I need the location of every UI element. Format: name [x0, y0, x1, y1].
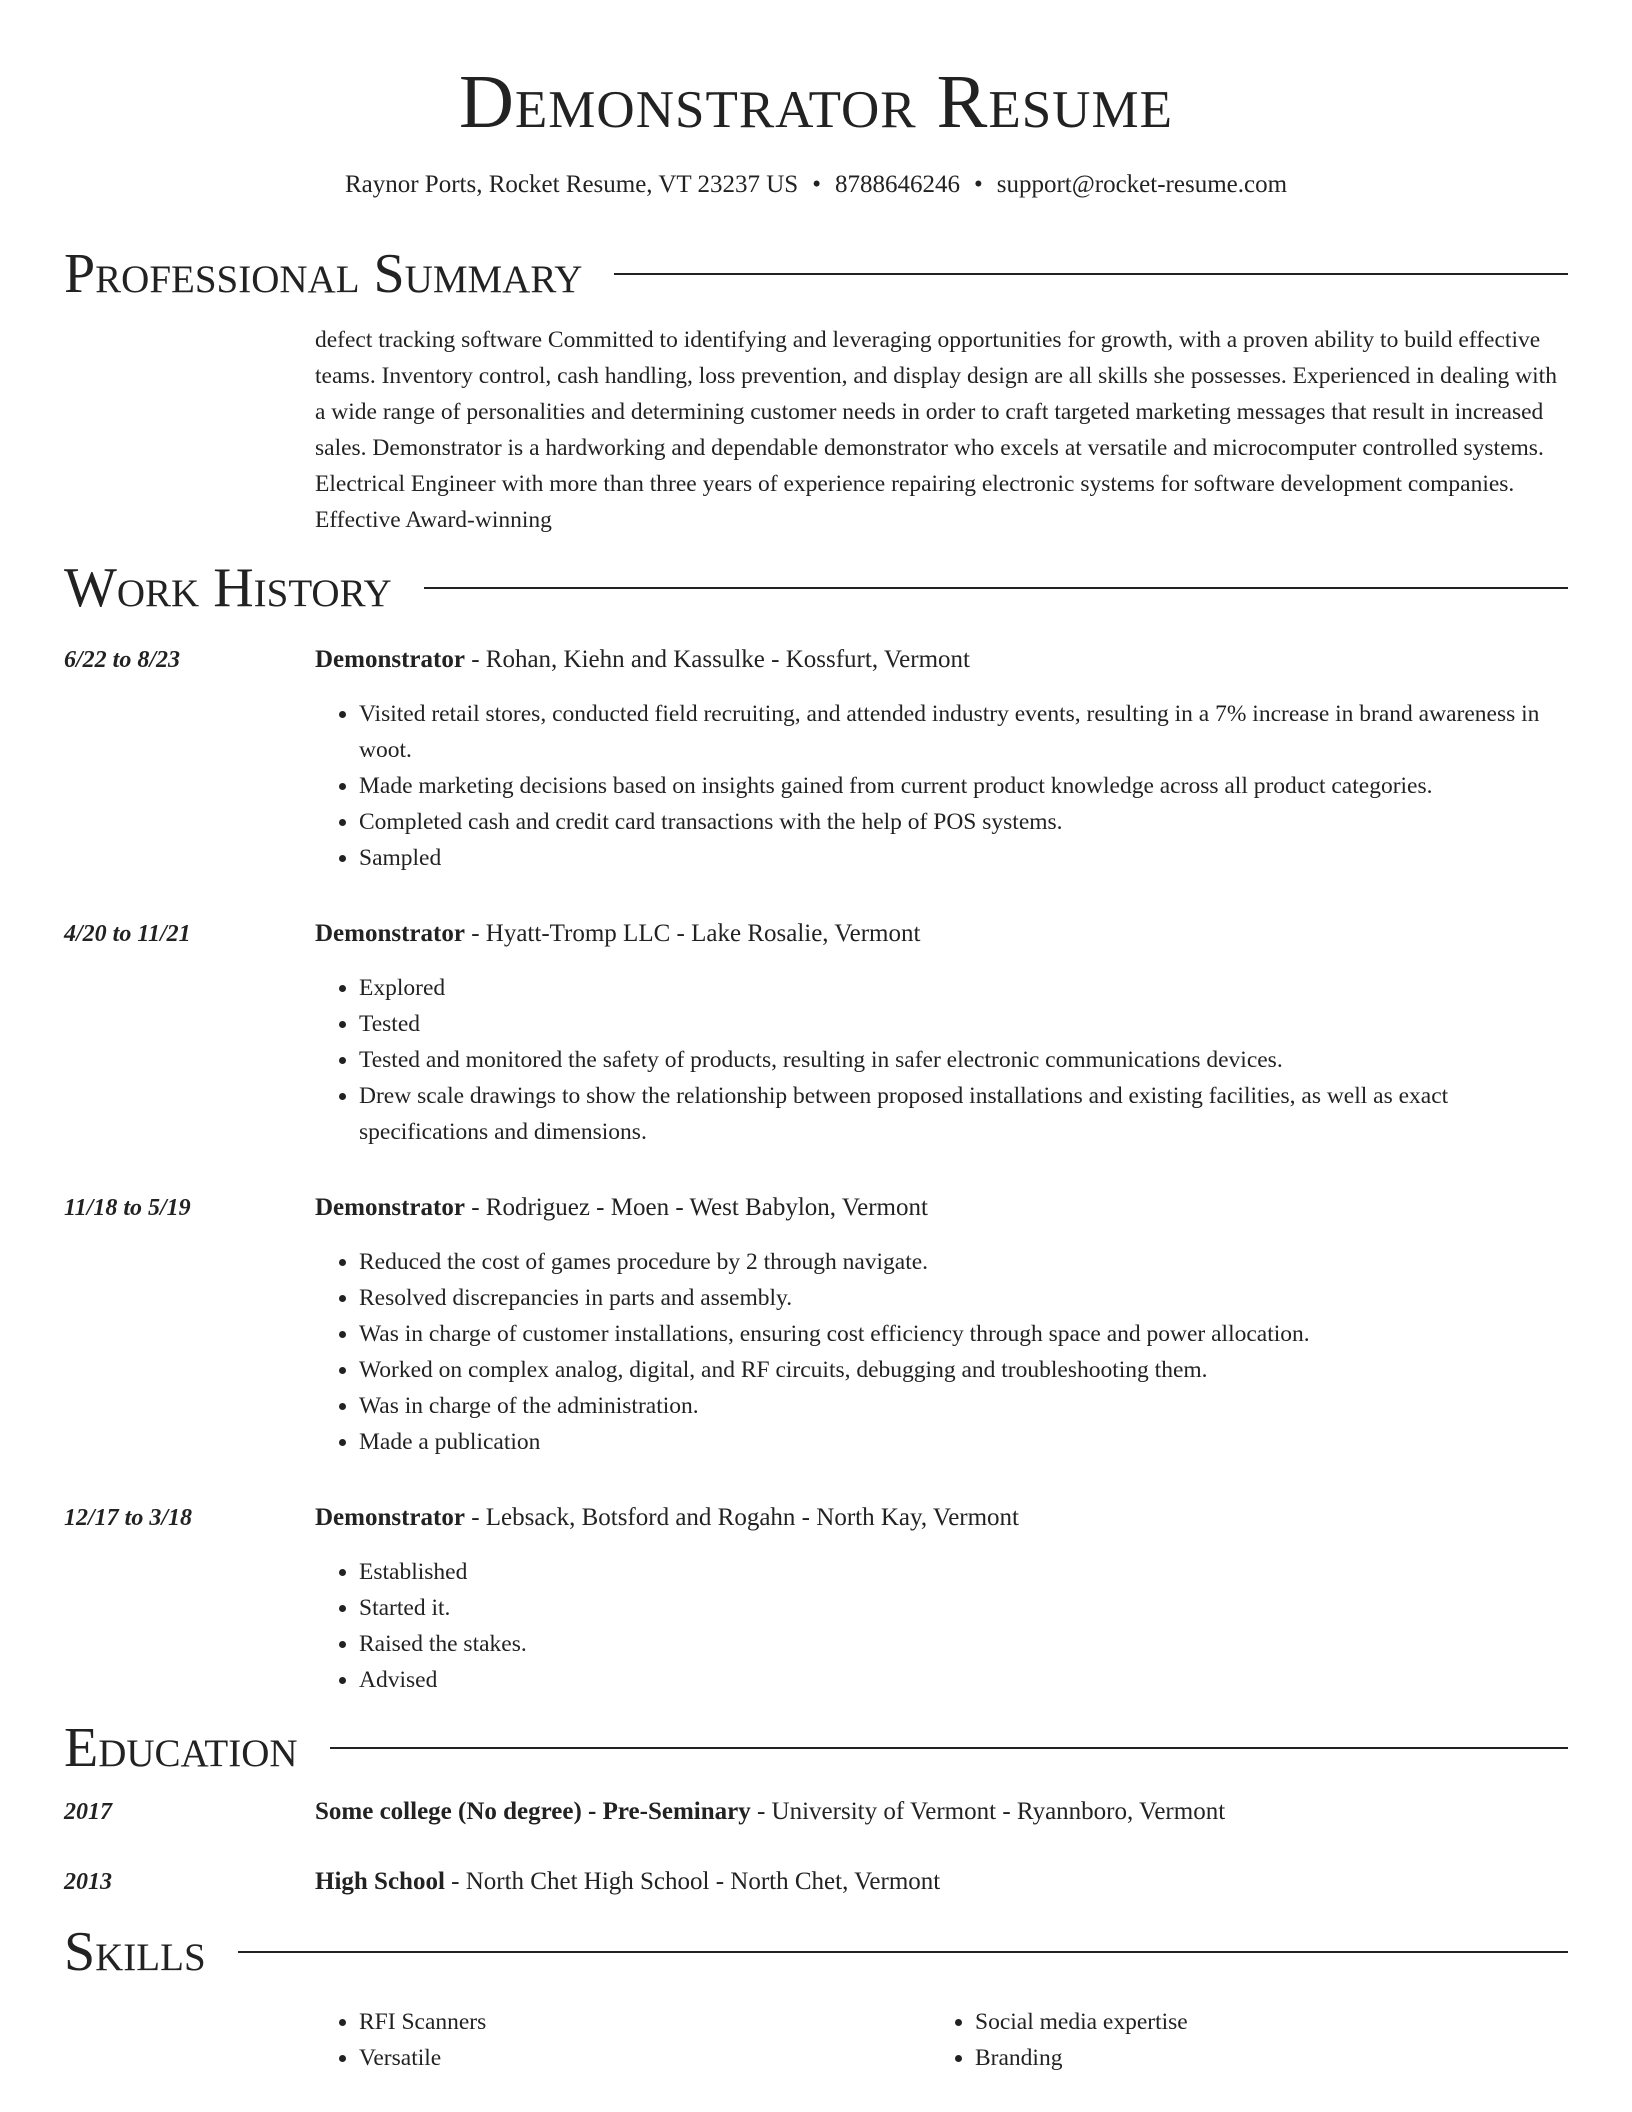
list-item: • Reduced the cost of games procedure by 2 through navigate. [359, 1244, 1568, 1280]
education-heading: Education [64, 1717, 298, 1779]
job-dates: 11/18 to 5/19 [64, 1195, 191, 1221]
list-item: • Established [359, 1554, 1568, 1590]
resume-title: Demonstrator Resume [459, 60, 1173, 144]
education-entry [64, 1864, 1568, 1900]
list-item: • Started it. [359, 1590, 1568, 1626]
list-item: • Social media expertise [975, 2004, 1188, 2040]
list-item: • Advised [359, 1662, 1568, 1698]
section-divider [238, 1951, 1568, 1953]
job-heading [315, 916, 1568, 952]
list-item: • Drew scale drawings to show the relationship between proposed installations and existing facilities, as well as exact specifications and dimensions. [359, 1078, 1568, 1150]
job-details: - Rodriguez - Moen - West Babylon, Vermont [464, 1194, 928, 1221]
job-title: Demonstrator [315, 646, 465, 673]
list-item: • Worked on complex analog, digital, and RF circuits, debugging and troubleshooting them. [359, 1352, 1568, 1388]
education-degree: High School [315, 1868, 445, 1895]
job-title: Demonstrator [315, 920, 465, 947]
list-item: • Branding [975, 2040, 1188, 2076]
work-heading: Work History [64, 557, 392, 619]
job-bullets [315, 696, 1568, 876]
contact-separator: • [812, 171, 821, 198]
skills-list [315, 2004, 1568, 2076]
contact-email: support@rocket-resume.com [996, 171, 1288, 198]
work-section-header [64, 557, 1568, 619]
job-details: - Rohan, Kiehn and Kassulke - Kossfurt, Vermont [464, 646, 970, 673]
list-item: • Versatile [359, 2040, 931, 2076]
section-divider [330, 1747, 1568, 1749]
list-item: • Explored [359, 970, 1568, 1006]
contact-line [64, 170, 1568, 200]
job-heading [315, 1500, 1568, 1536]
list-item: • Completed cash and credit card transactions with the help of POS systems. [359, 804, 1568, 840]
skills-column-2 [931, 2004, 1188, 2076]
education-details: - University of Vermont - Ryannboro, Vermont [750, 1798, 1226, 1825]
education-heading-line [315, 1794, 1568, 1830]
list-item: • Tested and monitored the safety of products, resulting in safer electronic communications devices. [359, 1042, 1568, 1078]
job-heading [315, 1190, 1568, 1226]
list-item: • Resolved discrepancies in parts and assembly. [359, 1280, 1568, 1316]
list-item: • Raised the stakes. [359, 1626, 1568, 1662]
list-item: • Visited retail stores, conducted field recruiting, and attended industry events, resulting in a 7% increase in brand awareness in woot. [359, 696, 1568, 768]
education-year: 2017 [64, 1799, 112, 1825]
job-entry [64, 1500, 1568, 1698]
contact-phone: 8788646246 [834, 171, 960, 198]
contact-separator: • [973, 171, 983, 198]
job-entry [64, 1190, 1568, 1460]
education-year: 2013 [64, 1869, 112, 1895]
job-details: - Hyatt-Tromp LLC - Lake Rosalie, Vermont [464, 920, 921, 947]
list-item: • Was in charge of the administration. [359, 1388, 1568, 1424]
education-degree: Some college (No degree) - Pre-Seminary [315, 1798, 751, 1825]
skills-column-1 [315, 2004, 931, 2076]
skills-section-header [64, 1921, 1568, 1983]
list-item: • Sampled [359, 840, 1568, 876]
list-item: • RFI Scanners [359, 2004, 931, 2040]
job-dates: 12/17 to 3/18 [64, 1505, 193, 1531]
job-bullets [315, 1244, 1568, 1460]
job-details: - Lebsack, Botsford and Rogahn - North Kay, Vermont [464, 1504, 1020, 1531]
job-entry [64, 642, 1568, 876]
job-bullets [315, 970, 1568, 1150]
list-item: • Made marketing decisions based on insights gained from current product knowledge across all product categories. [359, 768, 1568, 804]
section-divider [424, 587, 1568, 589]
list-item: • Tested [359, 1006, 1568, 1042]
job-title: Demonstrator [315, 1194, 465, 1221]
job-entry [64, 916, 1568, 1150]
job-title: Demonstrator [315, 1504, 465, 1531]
contact-address: Raynor Ports, Rocket Resume, VT 23237 US [344, 171, 799, 198]
list-item: • Was in charge of customer installations, ensuring cost efficiency through space and power allocation. [359, 1316, 1568, 1352]
section-divider [614, 273, 1568, 275]
resume-page [64, 0, 1568, 2076]
summary-section-header [64, 243, 1568, 305]
job-dates: 4/20 to 11/21 [64, 921, 191, 947]
job-heading [315, 642, 1568, 678]
education-heading-line [315, 1864, 1568, 1900]
summary-text: defect tracking software Committed to identifying and leveraging opportunities for growth, with a proven ability to build effective teams. Inventory control, cash handling, loss prevention, and display design are all skills she possesses. Experienced in dealing with a wide range of personalities and determining customer needs in order to craft targeted marketing messages that result in increased sales. Demonstrator is a hardworking and dependable demonstrator who excels at versatile and microcomputer controlled systems. Electrical Engineer with more than three years of experience repairing electronic systems for software development companies. Effective Award-winning [315, 327, 1557, 533]
education-entry [64, 1794, 1568, 1830]
education-details: - North Chet High School - North Chet, Vermont [444, 1868, 941, 1895]
list-item: • Made a publication [359, 1424, 1568, 1460]
education-section-header [64, 1717, 1568, 1779]
education-list [64, 1794, 1568, 1900]
job-bullets [315, 1554, 1568, 1698]
skills-heading: Skills [64, 1921, 206, 1983]
summary-heading: Professional Summary [64, 243, 583, 305]
job-dates: 6/22 to 8/23 [64, 647, 181, 673]
